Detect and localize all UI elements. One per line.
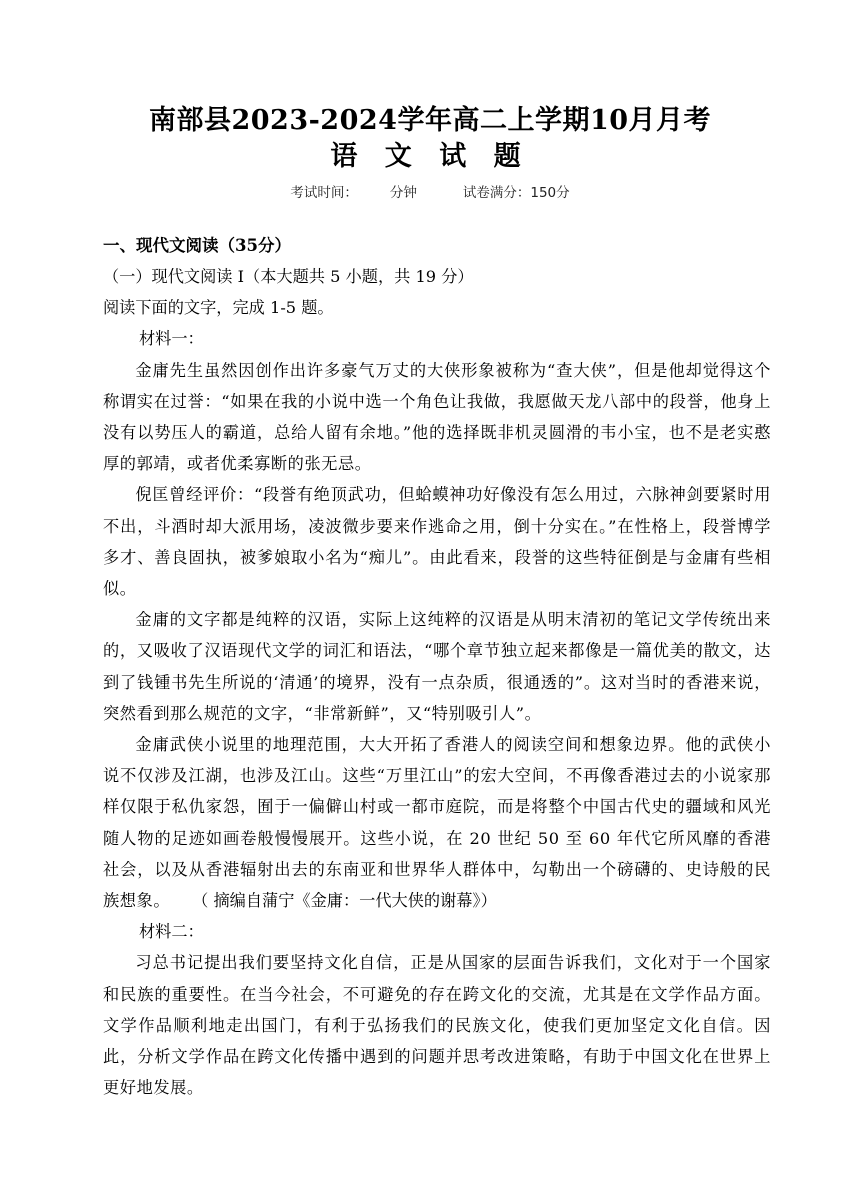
material1-paragraph: 金庸先生虽然因创作出许多豪气万丈的大侠形象被称为“查大侠”，但是他却觉得这个称谓实在过誉：“如果在我的小说中选一个角色让我做，我愿做天龙八部中的段誉，他身上没有以势压人的霸道，总给人留有余地。”他的选择既非机灵圆滑的韦小宝，也不是老实憨厚的郭靖，或者优柔寡断的张无忌。 xyxy=(103,360,771,474)
material1-paragraph: 金庸的文字都是纯粹的汉语，实际上这纯粹的汉语是从明末清初的笔记文学传统出来的，又吸收了汉语现代文学的词汇和语法，“哪个章节独立起来都像是一篇优美的散文，达到了钱锺书先生所说的‘清通’的境界，没有一点杂质，很通透的”。这对当时的香港来说，突然看到那么规范的文字，“非常新鲜”，又“特别吸引人”。 xyxy=(103,610,771,723)
instruction: 阅读下面的文字，完成 1-5 题。 xyxy=(103,298,334,318)
section-heading: 一、现代文阅读（35分） xyxy=(103,236,291,255)
material2-label: 材料二： xyxy=(139,922,204,942)
material1-paragraph: 倪匡曾经评价：“段誉有绝顶武功，但蛤蟆神功好像没有怎么用过，六脉神剑要紧时用不出，斗酒时却大派用场，凌波微步要来作逃命之用，倒十分实在。”在性格上，段誉博学多才、善良固执，被爹娘取小名为“痴儿”。由此看来，段誉的这些特征倒是与金庸有些相似。 xyxy=(103,485,771,598)
exam-title: 南部县2023-2024学年高二上学期10月月考 xyxy=(148,105,712,136)
full-score: 试卷满分：150分 xyxy=(462,185,570,201)
exam-subtitle: 语 文 试 题 xyxy=(330,141,530,172)
material2-paragraph: 习总书记提出我们要坚持文化自信，正是从国家的层面告诉我们，文化对于一个国家和民族的重要性。在当今社会，不可避免的存在跨文化的交流，尤其是在文学作品方面。文学作品顺利地走出国门，有利于弘扬我们的民族文化，使我们更加坚定文化自信。因此，分析文学作品在跨文化传播中遇到的问题并思考改进策略，有助于中国文化在世界上更好地发展。 xyxy=(103,953,771,1098)
material1-paragraph xyxy=(103,729,771,916)
exam-info xyxy=(0,183,860,203)
material1-source: （ 摘编自蒲宁《金庸：一代大侠的谢幕》） xyxy=(192,891,497,911)
exam-time-label: 考试时间： xyxy=(290,185,358,201)
material1-label: 材料一： xyxy=(139,329,204,349)
sub-heading: （一）现代文阅读 I（本大题共 5 小题，共 19 分） xyxy=(103,267,474,286)
section-modern-reading xyxy=(103,230,771,1103)
exam-time-unit: 分钟 xyxy=(389,185,417,201)
material1-paragraph-text: 金庸武侠小说里的地理范围，大大开拓了香港人的阅读空间和想象边界。他的武侠小说不仅涉及江湖，也涉及江山。这些“万里江山”的宏大空间，不再像香港过去的小说家那样仅限于私仇家怨，囿于一偏僻山村或一都市庭院，而是将整个中国古代史的疆域和风光随人物的足迹如画卷般慢慢展开。这些小说，在 20 世纪 50 至 60 年代它所风靡的香港社会，以及从香港辐射出去的东南亚和世界华人群体中，勾勒出一个磅礴的、史诗般的民族想象。 xyxy=(103,735,771,911)
